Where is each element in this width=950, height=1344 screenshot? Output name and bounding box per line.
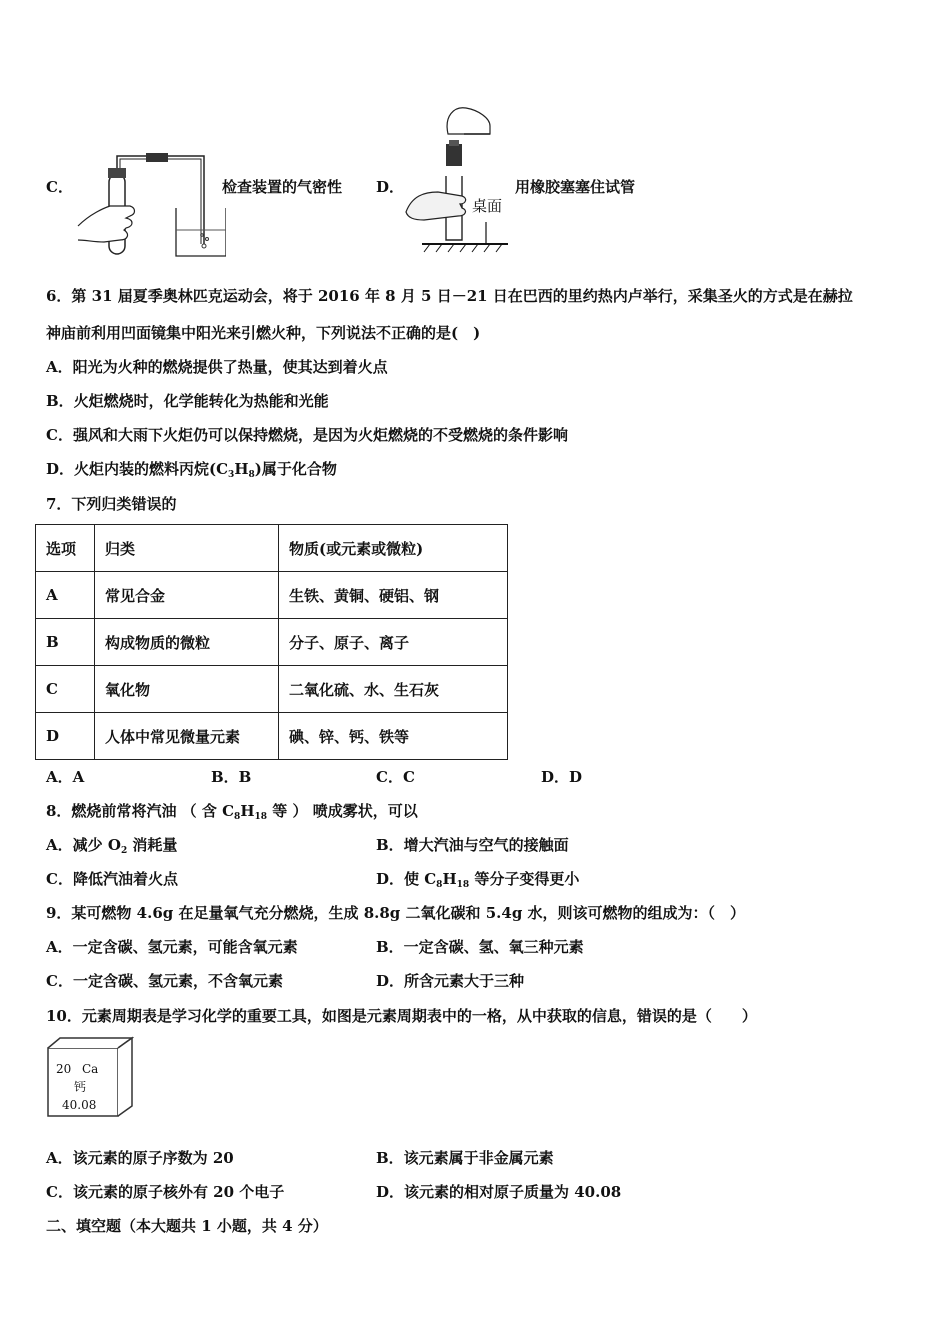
q6-stem-line2: 神庙前利用凹面镜集中阳光来引燃火种，下列说法不正确的是( ) [46, 324, 481, 342]
q8-option-d: D．使 $C_8H_{18}$ 等分子变得更小 [376, 870, 580, 890]
q5-option-d-text: 用橡胶塞塞住试管 [515, 178, 636, 196]
table-row [36, 713, 508, 760]
q9-option-c: C．一定含碳、氢元素，不含氧元素 [46, 972, 283, 990]
q5-option-d-letter: D． [376, 178, 405, 196]
q7-option-a: A．A [46, 768, 85, 786]
q10-stem: 10．元素周期表是学习化学的重要工具，如图是元素周期表中的一格，从中获取的信息，错误的是（ ） [46, 1007, 757, 1025]
q6-option-a: A．阳光为火种的燃烧提供了热量，使其达到着火点 [46, 358, 388, 376]
table-header-row [36, 525, 508, 572]
q7-option-d: D．D [541, 768, 583, 786]
figure-label-table-surface: 桌面 [472, 197, 503, 215]
q6-option-d: D．火炬内装的燃料丙烷$(C_3H_8)$属于化合物 [46, 460, 337, 480]
table-cell: 氧化物 [95, 666, 279, 713]
element-atomic-mass: 40.08 [62, 1098, 97, 1112]
table-header-cell: 归类 [95, 525, 279, 572]
table-cell: 常见合金 [95, 572, 279, 619]
element-symbol: Ca [82, 1062, 99, 1076]
table-row [36, 572, 508, 619]
table-cell: A [36, 572, 95, 619]
q9-option-a: A．一定含碳、氢元素，可能含氧元素 [46, 938, 298, 956]
q5-option-c-text: 检查装置的气密性 [222, 178, 343, 196]
q6-option-c: C．强风和大雨下火炬仍可以保持燃烧，是因为火炬燃烧的不受燃烧的条件影响 [46, 426, 568, 444]
q9-option-b: B．一定含碳、氢、氧三种元素 [376, 938, 584, 956]
q8-stem: 8．燃烧前常将汽油 （ 含 $C_8H_{18}$ 等 ） 喷成雾状，可以 [46, 802, 418, 822]
table-cell: 构成物质的微粒 [95, 619, 279, 666]
element-atomic-number: 20 [56, 1062, 72, 1076]
table-cell: C [36, 666, 95, 713]
table-header-cell: 物质(或元素或微粒) [279, 525, 508, 572]
q7-option-c: C．C [376, 768, 415, 786]
table-row [36, 666, 508, 713]
q8-option-c: C．降低汽油着火点 [46, 870, 178, 888]
q10-option-a: A．该元素的原子序数为 20 [46, 1149, 234, 1167]
periodic-table-cell [46, 1036, 134, 1118]
table-header-cell: 选项 [36, 525, 95, 572]
q10-option-b: B．该元素属于非金属元素 [376, 1149, 554, 1167]
rubber-stopper-figure [404, 104, 514, 260]
q10-option-d: D．该元素的相对原子质量为 40.08 [376, 1183, 622, 1201]
table-cell: 二氧化硫、水、生石灰 [279, 666, 508, 713]
classification-table [35, 524, 508, 760]
q8-option-a: A．减少 $O_2$ 消耗量 [46, 836, 178, 856]
table-cell: 人体中常见微量元素 [95, 713, 279, 760]
table-row [36, 619, 508, 666]
element-name: 钙 [74, 1080, 87, 1094]
table-cell: D [36, 713, 95, 760]
table-cell: 生铁、黄铜、硬铝、钢 [279, 572, 508, 619]
q9-stem: 9．某可燃物 4.6g 在足量氧气充分燃烧，生成 8.8g 二氧化碳和 5.4g 水，则该可燃物的组成为：（ ） [46, 904, 746, 922]
airtightness-apparatus-figure [76, 148, 226, 260]
table-cell: 分子、原子、离子 [279, 619, 508, 666]
table-cell: B [36, 619, 95, 666]
q8-option-b: B．增大汽油与空气的接触面 [376, 836, 569, 854]
q7-stem: 7．下列归类错误的 [46, 495, 177, 513]
q7-option-b: B．B [211, 768, 252, 786]
q10-option-c: C．该元素的原子核外有 20 个电子 [46, 1183, 285, 1201]
table-cell: 碘、锌、钙、铁等 [279, 713, 508, 760]
section-heading: 二、填空题（本大题共 1 小题，共 4 分） [46, 1217, 328, 1235]
q9-option-d: D．所含元素大于三种 [376, 972, 525, 990]
q6-option-b: B．火炬燃烧时，化学能转化为热能和光能 [46, 392, 329, 410]
q5-option-c-letter: C． [46, 178, 73, 196]
q6-stem-line1: 6．第 31 届夏季奥林匹克运动会，将于 2016 年 8 月 5 日－21 日在巴西的里约热内卢举行，采集圣火的方式是在赫拉 [46, 287, 853, 305]
